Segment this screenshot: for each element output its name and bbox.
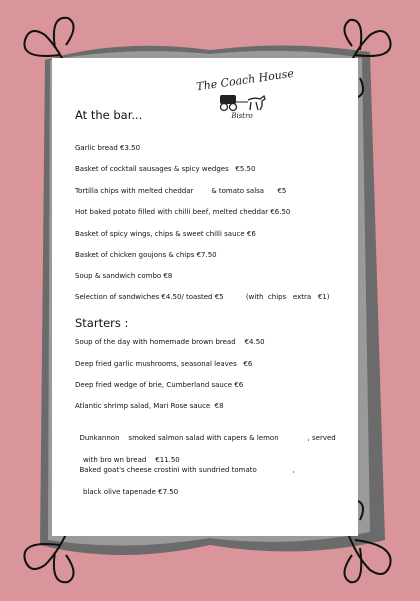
section-heading-starters: Starters : (75, 316, 129, 330)
menu-item: Tortilla chips with melted cheddar & tomato salsa €5 (75, 187, 287, 195)
coach-and-horse-icon (218, 92, 270, 112)
menu-item: Basket of spicy wings, chips & sweet chilli sauce €6 (75, 230, 256, 238)
menu-item: Basket of chicken goujons & chips €7.50 (75, 251, 217, 259)
logo-title: The Coach House (195, 66, 295, 94)
menu-item-line2: with bro wn bread €11.50 (83, 456, 180, 464)
menu-item: Soup of the day with homemade brown bread €4.50 (75, 338, 265, 346)
coach-house-logo (195, 66, 295, 128)
menu-item: Garlic bread €3.50 (75, 144, 141, 152)
menu-item: Deep fried garlic mushrooms, seasonal leaves €6 (75, 360, 253, 368)
menu-item: Atlantic shrimp salad, Mari Rose sauce €8 (75, 402, 224, 410)
menu-item: Selection of sandwiches €4.50/ toasted €5 (with chips extra €1) (75, 293, 330, 301)
menu-item: Deep fried wedge of brie, Cumberland sauce €6 (75, 381, 244, 389)
menu-item-line2: black olive tapenade €7.50 (83, 488, 179, 496)
menu-item (75, 454, 355, 509)
menu-item-line1: Dunkannon smoked salmon salad with capers & lemon , served (79, 434, 336, 442)
logo-subtitle: Bistro (231, 112, 253, 120)
menu-item: Hot baked potato filled with chilli beef, melted cheddar €6.50 (75, 208, 291, 216)
section-heading-bar: At the bar... (75, 108, 143, 122)
menu-item: Soup & sandwich combo €8 (75, 272, 173, 280)
menu-item: Basket of cocktail sausages & spicy wedges €5.50 (75, 165, 256, 173)
menu-item-line1: Baked goat's cheese crostini with sundried tomato , (79, 466, 295, 474)
